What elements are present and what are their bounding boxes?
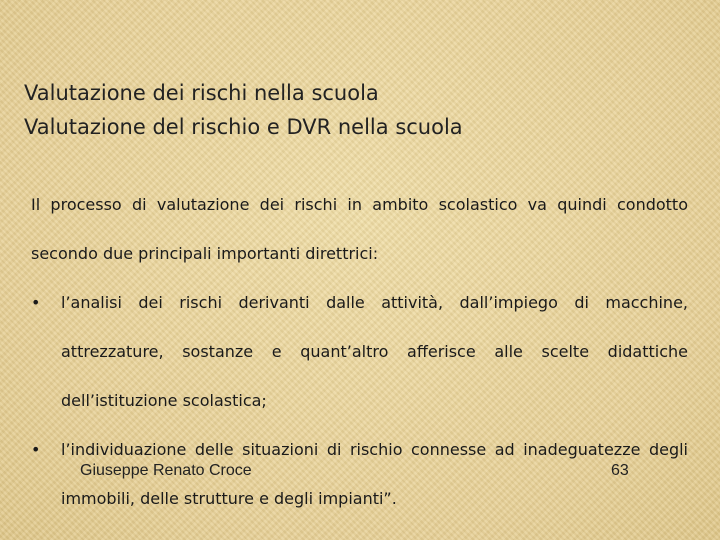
bullet-text: l’individuazione delle situazioni di rischio connesse ad inadeguatezze degli immobili, delle strutture e degli impianti”. [61,440,688,508]
slide-title [24,76,704,144]
bullet-icon: • [31,440,41,459]
bullet-text: l’analisi dei rischi derivanti dalle attività, dall’impiego di macchine, attrezzature, sostanze e quant’altro afferisce alle scelte didattiche dell’istituzione scolastica; [61,293,688,410]
footer-author: Giuseppe Renato Croce [80,462,252,479]
bullet-icon: • [31,293,41,312]
page-number: 63 [611,462,629,479]
bullet-item-1 [31,278,688,425]
title-line-1: Valutazione dei rischi nella scuola [24,81,379,105]
title-line-2: Valutazione del rischio e DVR nella scuola [24,115,463,139]
intro-paragraph: Il processo di valutazione dei rischi in ambito scolastico va quindi condotto secondo due principali importanti direttrici: [31,195,688,263]
